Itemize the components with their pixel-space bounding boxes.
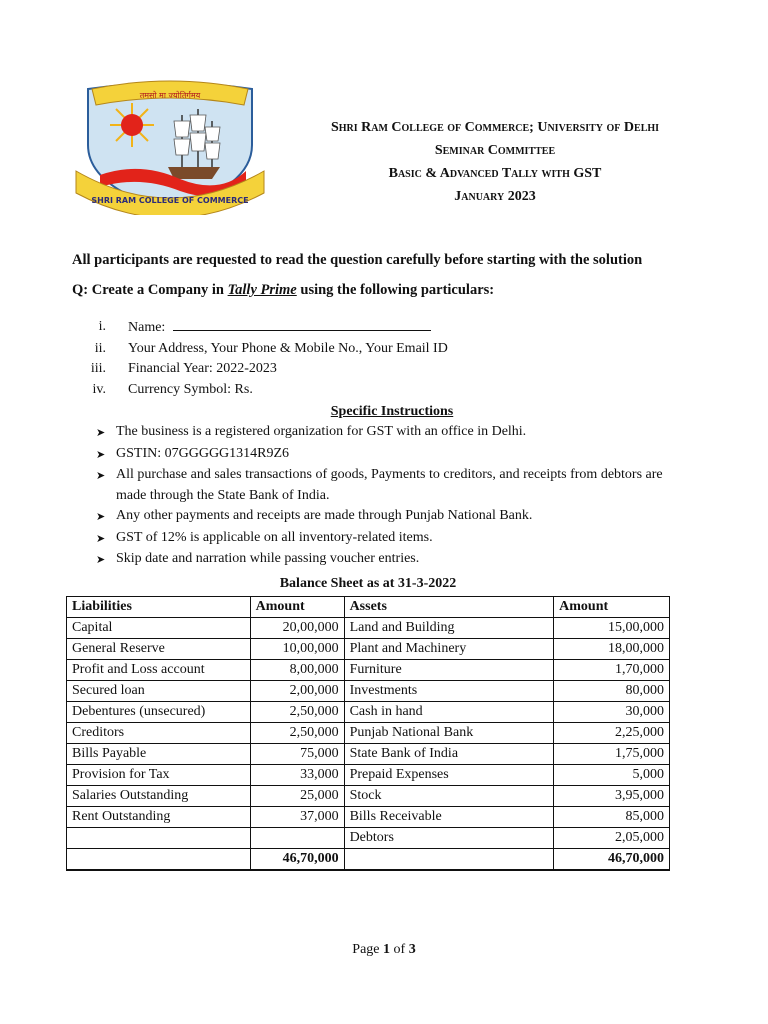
account-name-cell: Salaries Outstanding: [67, 786, 251, 807]
instructions-title: Specific Instructions: [330, 404, 454, 419]
amount-cell: 30,000: [554, 702, 670, 723]
amount-cell: 2,25,000: [554, 723, 670, 744]
table-row: [67, 660, 670, 681]
blank-cell: [67, 849, 251, 871]
account-name-cell: Investments: [344, 681, 554, 702]
committee-name: Seminar Committee: [434, 143, 556, 158]
account-name-cell: General Reserve: [67, 639, 251, 660]
table-row: [67, 765, 670, 786]
page-number: Page 1 of 3: [352, 942, 416, 957]
amount-cell: 80,000: [554, 681, 670, 702]
list-item: ➤ The business is a registered organization for GST with an office in Delhi.: [96, 422, 686, 444]
total-liabilities-cell: 46,70,000: [250, 849, 344, 871]
amount-cell: 10,00,000: [250, 639, 344, 660]
account-name-cell: Punjab National Bank: [344, 723, 554, 744]
list-item: ➤ All purchase and sales transactions of goods, Payments to creditors, and receipts from debtors are made through the State Bank of India.: [96, 465, 686, 506]
list-number: iv.: [92, 381, 106, 397]
arrow-bullet-icon: ➤: [96, 470, 106, 482]
amount-cell: 18,00,000: [554, 639, 670, 660]
amount-cell: 1,75,000: [554, 744, 670, 765]
total-row: [67, 849, 670, 871]
logo-motto: तमसो मा ज्योतिर्गमय: [139, 91, 201, 100]
balance-sheet-table: [66, 596, 670, 871]
amount-cell: [250, 828, 344, 849]
table-header-row: [67, 597, 670, 618]
name-blank-line: [173, 317, 431, 331]
list-item: [72, 359, 448, 380]
amount-cell: 25,000: [250, 786, 344, 807]
current-page: 1: [383, 942, 391, 957]
account-name-cell: Debentures (unsecured): [67, 702, 251, 723]
list-text: Your Address, Your Phone & Mobile No., Your Email ID: [128, 340, 448, 356]
list-item: [72, 339, 448, 360]
account-name-cell: Bills Receivable: [344, 807, 554, 828]
participant-note: All participants are requested to read the question carefully before starting with the solution: [72, 252, 643, 268]
table-row: [67, 744, 670, 765]
amount-cell: 5,000: [554, 765, 670, 786]
amount-cell: 20,00,000: [250, 618, 344, 639]
account-name-cell: Debtors: [344, 828, 554, 849]
arrow-bullet-icon: ➤: [96, 532, 106, 545]
account-name-cell: Rent Outstanding: [67, 807, 251, 828]
list-item: ➤ GST of 12% is applicable on all inventory-related items.: [96, 528, 686, 550]
list-item: ➤ Any other payments and receipts are made through Punjab National Bank.: [96, 506, 686, 528]
amount-cell: 85,000: [554, 807, 670, 828]
list-item: [72, 317, 448, 339]
total-pages: 3: [408, 942, 416, 957]
account-name-cell: Cash in hand: [344, 702, 554, 723]
arrow-bullet-icon: ➤: [96, 448, 106, 461]
particulars-list: [72, 317, 448, 400]
amount-cell: 15,00,000: [554, 618, 670, 639]
table-row: [67, 618, 670, 639]
amount-cell: 8,00,000: [250, 660, 344, 681]
table-row: [67, 681, 670, 702]
table-row: [67, 639, 670, 660]
balance-sheet-body: [67, 618, 670, 871]
account-name-cell: Land and Building: [344, 618, 554, 639]
list-item: [72, 380, 448, 401]
total-assets-cell: 46,70,000: [554, 849, 670, 871]
table-row: [67, 723, 670, 744]
instructions-list: [96, 422, 686, 571]
amount-cell: 37,000: [250, 807, 344, 828]
balance-sheet-title: Balance Sheet as at 31-3-2022: [279, 576, 457, 591]
question-suffix: using the following particulars:: [296, 282, 495, 298]
account-name-cell: Provision for Tax: [67, 765, 251, 786]
logo-ring-text: SHRI RAM COLLEGE OF COMMERCE: [91, 196, 249, 205]
list-number: iii.: [90, 361, 106, 376]
list-text: Currency Symbol: Rs.: [128, 381, 253, 397]
amount-cell: 3,95,000: [554, 786, 670, 807]
account-name-cell: Stock: [344, 786, 554, 807]
column-header: Amount: [250, 597, 344, 618]
arrow-bullet-icon: ➤: [96, 554, 106, 566]
amount-cell: 2,05,000: [554, 828, 670, 849]
question-heading: [72, 282, 494, 299]
document-header: [290, 116, 700, 208]
account-name-cell: Profit and Loss account: [67, 660, 251, 681]
course-date: January 2023: [454, 189, 536, 204]
college-logo: [70, 75, 270, 215]
account-name-cell: Secured loan: [67, 681, 251, 702]
list-item: ➤ Skip date and narration while passing voucher entries.: [96, 549, 686, 571]
question-prefix: Q: Create a Company in: [72, 282, 228, 298]
amount-cell: 2,50,000: [250, 723, 344, 744]
amount-cell: 75,000: [250, 744, 344, 765]
column-header: Assets: [344, 597, 554, 618]
course-title: Basic & Advanced Tally with GST: [388, 166, 602, 181]
list-text: Financial Year: 2022-2023: [128, 361, 277, 376]
blank-cell: [344, 849, 554, 871]
table-row: [67, 786, 670, 807]
account-name-cell: Capital: [67, 618, 251, 639]
account-name-cell: Plant and Machinery: [344, 639, 554, 660]
amount-cell: 2,50,000: [250, 702, 344, 723]
list-number: i.: [98, 319, 106, 334]
account-name-cell: Furniture: [344, 660, 554, 681]
account-name-cell: State Bank of India: [344, 744, 554, 765]
list-text: Name:: [128, 317, 431, 339]
college-name: Shri Ram College of Commerce; University of Delhi: [330, 120, 660, 135]
column-header: Liabilities: [67, 597, 251, 618]
arrow-bullet-icon: ➤: [96, 427, 106, 439]
question-software: Tally Prime: [227, 282, 297, 298]
amount-cell: 2,00,000: [250, 681, 344, 702]
table-row: [67, 828, 670, 849]
account-name-cell: [67, 828, 251, 849]
account-name-cell: Bills Payable: [67, 744, 251, 765]
arrow-bullet-icon: ➤: [96, 511, 106, 523]
list-item: ➤ GSTIN: 07GGGGG1314R9Z6: [96, 444, 686, 466]
table-row: [67, 702, 670, 723]
amount-cell: 33,000: [250, 765, 344, 786]
list-number: ii.: [94, 340, 106, 356]
column-header: Amount: [554, 597, 670, 618]
account-name-cell: Prepaid Expenses: [344, 765, 554, 786]
account-name-cell: Creditors: [67, 723, 251, 744]
amount-cell: 1,70,000: [554, 660, 670, 681]
table-row: [67, 807, 670, 828]
